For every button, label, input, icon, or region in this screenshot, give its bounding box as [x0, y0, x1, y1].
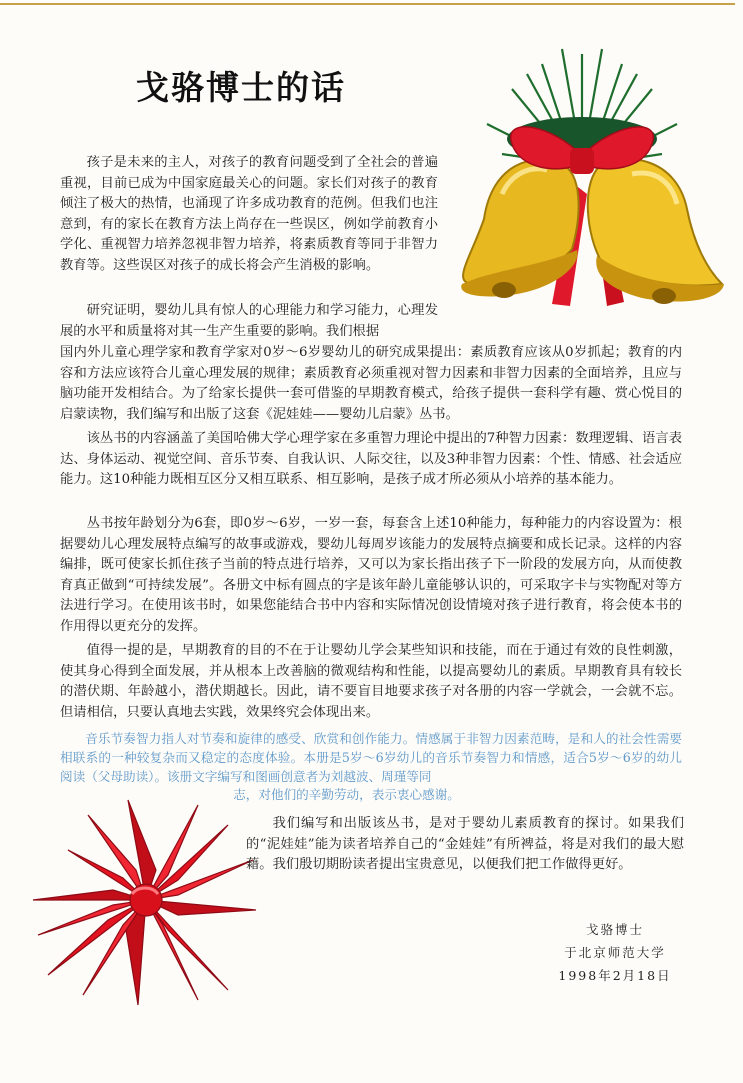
paragraph-research: 研究证明，婴幼儿具有惊人的心理能力和学习能力，心理发展的水平和质量将对其一生产生重要的影响。我们根据	[60, 303, 438, 339]
christmas-bells-icon	[432, 44, 732, 334]
signature-place: 于北京师范大学	[564, 945, 666, 960]
signature-date: 1998年2月18日	[558, 968, 672, 983]
red-gift-bow-icon	[28, 790, 264, 1010]
page-title: 戈骆博士的话	[136, 68, 346, 107]
signature-name: 戈骆博士	[585, 922, 644, 937]
paragraph-research-cont: 国内外儿童心理学家和教育学家对0岁～6岁婴幼儿的研究成果提出：素质教育应该从0岁抓起；教育的内容和方法应该符合儿童心理发展的规律；素质教育必须重视对智力因素和非智力因素的全面培养，且应与脑功能开发相结合。为了给家长提供一套可借鉴的早期教育模式，给孩子提供一套科学有趣、赏心悦目的启蒙读物，我们编写和出版了这套《泥娃娃——婴幼儿启蒙》丛书。	[60, 345, 682, 422]
closing-paragraph: 我们编写和出版该丛书，是对于婴幼儿素质教育的探讨。如果我们的“泥娃娃”能为读者培养自己的“金娃娃”有所裨益，将是对我们的最大慰藉。我们殷切期盼读者提出宝贵意见，以便我们把工作做得更好。	[246, 816, 684, 873]
music-note-text-end: 志，对他们的辛勤劳动，表示衷心感谢。	[233, 787, 460, 803]
music-note-text: 音乐节奏智力指人对节奏和旋律的感受、欣赏和创作能力。情感属于非智力因素范畴，是和人的社会性需要相联系的一种较复杂而又稳定的态度体验。本册是5岁～6岁幼儿的音乐节奏智力和情感，适合5岁～6岁的幼儿阅读（父母助读）。该册文字编写和图画创意者为刘越波、周瑾等同	[60, 731, 682, 784]
top-rule	[0, 3, 735, 5]
paragraph-content: 该丛书的内容涵盖了美国哈佛大学心理学家在多重智力理论中提出的7种智力因素：数理逻辑、语言表达、身体运动、视觉空间、音乐节奏、自我认识、人际交往，以及3种非智力因素：个性、情感、社会适应能力。这10种能力既相互区分又相互联系、相互影响，是孩子成才所必须从小培养的基本能力。	[60, 431, 682, 488]
paragraph-structure: 丛书按年龄划分为6套，即0岁～6岁，一岁一套，每套含上述10种能力，每种能力的内容设置为：根据婴幼儿心理发展特点编写的故事或游戏，婴幼儿每周岁该能力的发展特点摘要和成长记录。这样的内容编排，既可使家长抓住孩子当前的特点进行培养，又可以为家长指出孩子下一阶段的发展方向，从而使教育真正做到“可持续发展”。各册文中标有圆点的字是该年龄儿童能够认识的，可采取字卡与实物配对等方法进行学习。在使用该书时，如果您能结合书中内容和实际情况创设情境对孩子进行教育，将会使本书的作用得以更充分的发挥。	[60, 516, 682, 634]
paragraph-intro: 孩子是未来的主人，对孩子的教育问题受到了全社会的普遍重视，目前已成为中国家庭最关心的问题。家长们对孩子的教育倾注了极大的热情，也涌现了许多成功教育的范例。但我们也注意到，有的家长在教育方法上尚存在一些误区，例如学前教育小学化、重视智力培养忽视非智力培养，将素质教育等同于非智力教育等。这些误区对孩子的成长将会产生消极的影响。	[60, 155, 438, 273]
paragraph-early-education: 值得一提的是，早期教育的目的不在于让婴幼儿学会某些知识和技能，而在于通过有效的良性刺激，使其身心得到全面发展，并从根本上改善脑的微观结构和性能，以提高婴幼儿的素质。早期教育具有较长的潜伏期、年龄越小，潜伏期越长。因此，请不要盲目地要求孩子对各册的内容一学就会，一会就不忘。但请相信，只要认真地去实践，效果终究会体现出来。	[60, 643, 682, 720]
